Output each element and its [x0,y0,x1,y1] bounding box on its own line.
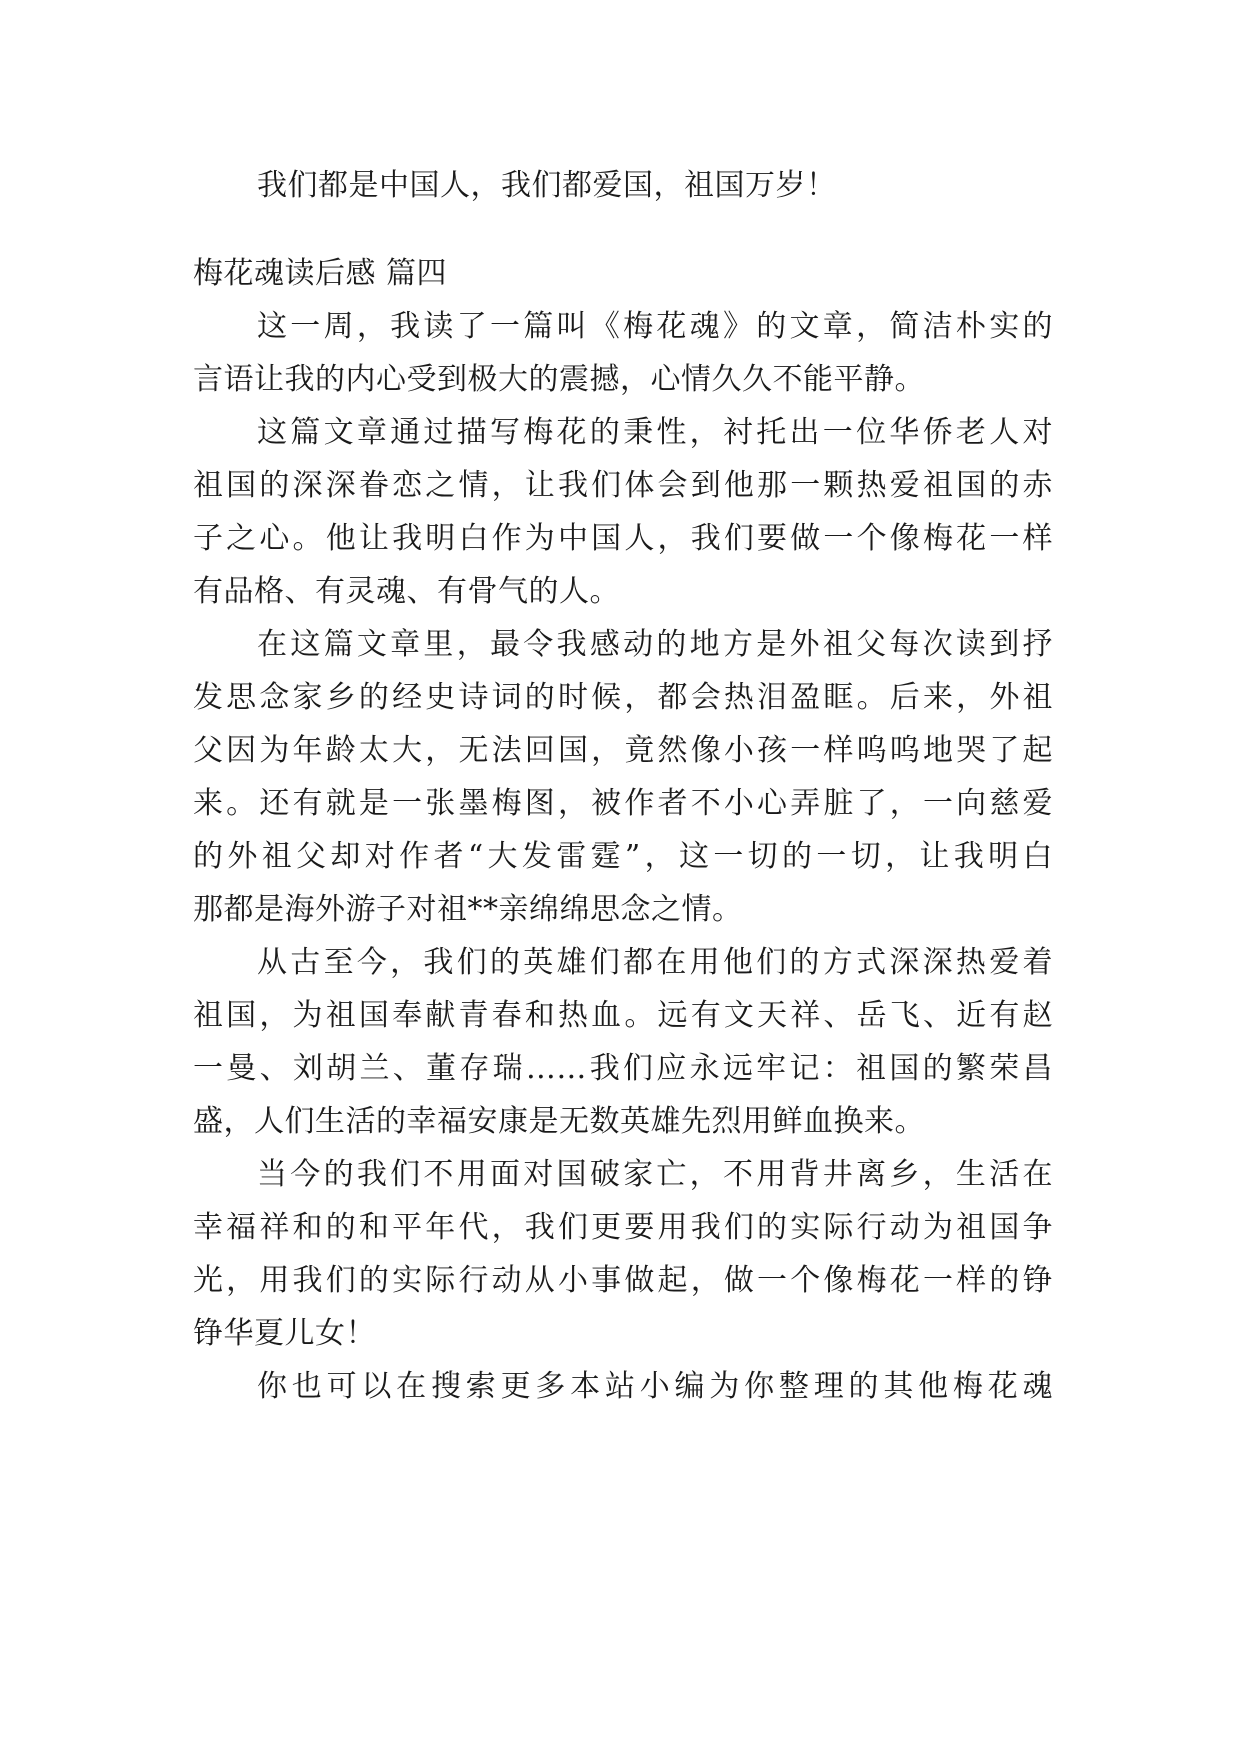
paragraph-line: 这篇文章通过描写梅花的秉性，衬托出一位华侨老人对 [257,415,1053,450]
paragraph-line: 来。还有就是一张墨梅图，被作者不小心弄脏了，一向慈爱 [193,786,1053,821]
paragraph-line: 当今的我们不用面对国破家亡，不用背井离乡，生活在 [257,1157,1053,1192]
section-title: 梅花魂读后感 篇四 [193,256,448,291]
paragraph-line: 的外祖父却对作者“大发雷霆”，这一切的一切，让我明白 [193,839,1053,874]
paragraph-line: 光，用我们的实际行动从小事做起，做一个像梅花一样的铮 [193,1263,1053,1298]
paragraph-line: 祖国的深深眷恋之情，让我们体会到他那一颗热爱祖国的赤 [193,468,1053,503]
paragraph-line: 从古至今，我们的英雄们都在用他们的方式深深热爱着 [257,945,1053,980]
paragraph-line: 铮华夏儿女！ [193,1316,376,1351]
paragraph-line: 那都是海外游子对祖**亲绵绵思念之情。 [193,892,743,927]
paragraph-line: 在这篇文章里，最令我感动的地方是外祖父每次读到抒 [257,627,1053,662]
paragraph-line: 言语让我的内心受到极大的震撼，心情久久不能平静。 [193,362,925,397]
paragraph-line: 你也可以在搜索更多本站小编为你整理的其他梅花魂 [257,1369,1053,1404]
paragraph-line: 父因为年龄太大，无法回国，竟然像小孩一样呜呜地哭了起 [193,733,1053,768]
paragraph-line: 这一周，我读了一篇叫《梅花魂》的文章，简洁朴实的 [257,309,1053,344]
paragraph-line: 有品格、有灵魂、有骨气的人。 [193,574,620,609]
paragraph-line: 发思念家乡的经史诗词的时候，都会热泪盈眶。后来，外祖 [193,680,1053,715]
paragraph-line: 子之心。他让我明白作为中国人，我们要做一个像梅花一样 [193,521,1053,556]
paragraph-line: 祖国，为祖国奉献青春和热血。远有文天祥、岳飞、近有赵 [193,998,1053,1033]
paragraph-line: 一曼、刘胡兰、董存瑞……我们应永远牢记：祖国的繁荣昌 [193,1051,1053,1086]
paragraph-line: 盛，人们生活的幸福安康是无数英雄先烈用鲜血换来。 [193,1104,925,1139]
closing-line: 我们都是中国人，我们都爱国，祖国万岁！ [257,168,837,203]
paragraph-line: 幸福祥和的和平年代，我们更要用我们的实际行动为祖国争 [193,1210,1053,1245]
